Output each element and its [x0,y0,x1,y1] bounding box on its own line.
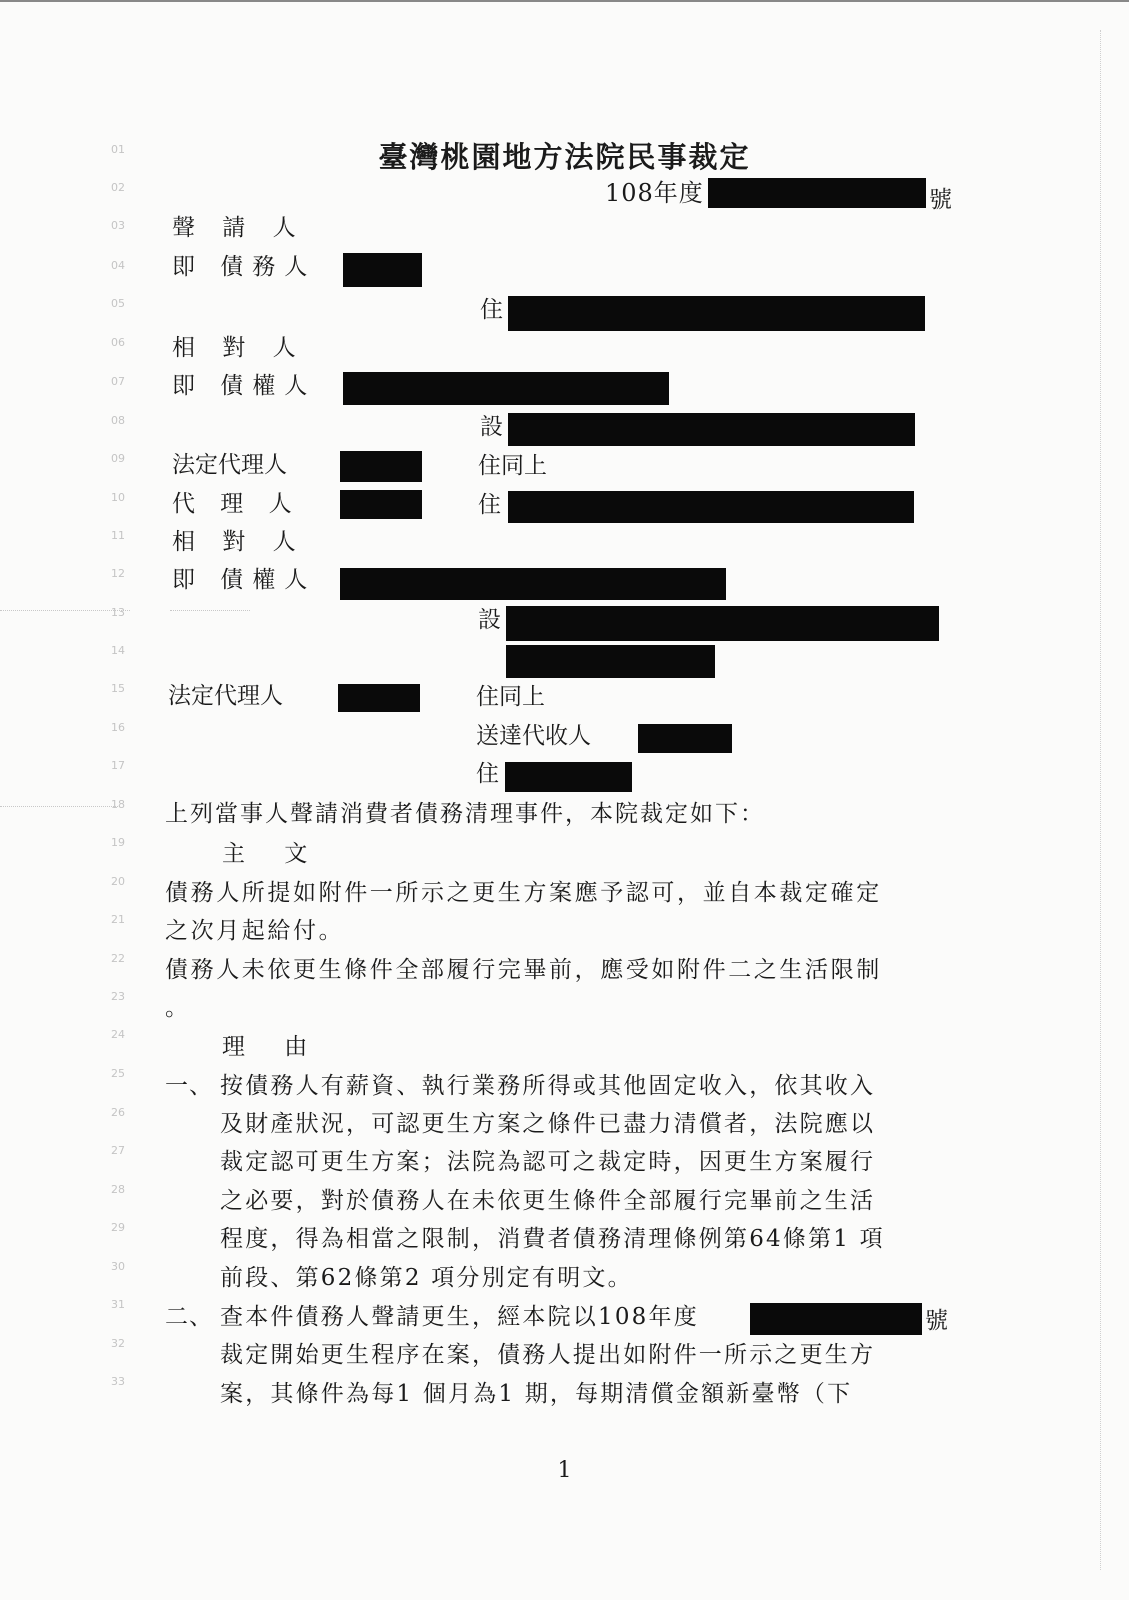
line-number: 05 [111,297,125,310]
line-number: 23 [111,990,125,1003]
residence-label-3: 住 [476,761,499,787]
redaction-address-2 [508,491,914,523]
redaction-address-3 [505,762,632,792]
office-label-1: 設 [480,414,503,440]
petitioner-label-2: 即 債務人 [172,254,317,280]
redaction-office-1 [508,413,915,446]
counterparty1-label-2: 即 債權人 [172,373,317,399]
reason-1-line-2: 及財產狀況，可認更生方案之條件已盡力清償者，法院應以 [220,1111,876,1137]
redaction-agent-name [340,490,422,519]
line-number: 02 [111,181,125,194]
line-number: 11 [111,529,125,542]
line-number: 24 [111,1028,125,1041]
legal-rep-label-1: 法定代理人 [172,452,287,478]
redaction-address-1 [508,296,925,331]
case-suffix: 號 [929,187,953,213]
reason-2-marker: 二、 [165,1304,213,1330]
line-number: 33 [111,1375,125,1388]
same-address-2: 住同上 [476,684,545,710]
main-line-2b: 。 [165,995,189,1021]
line-number: 04 [111,259,125,272]
line-number: 26 [111,1106,125,1119]
reason-1-line-4: 之必要，對於債務人在未依更生條件全部履行完畢前之生活 [220,1188,876,1214]
scan-dots [170,610,250,611]
line-number: 28 [111,1183,125,1196]
reason-2-line-1a: 查本件債務人聲請更生，經本院以108年度 [220,1304,699,1330]
agent-label: 代 理 人 [172,491,301,517]
line-number: 19 [111,836,125,849]
line-number: 32 [111,1337,125,1350]
line-number: 15 [111,682,125,695]
residence-label-1: 住 [480,297,503,323]
petitioner-label-1: 聲 請 人 [172,215,306,241]
line-number: 16 [111,721,125,734]
redaction-case-number [708,178,926,208]
line-number: 01 [111,143,125,156]
redaction-legal-rep-1 [340,451,422,482]
line-number: 08 [111,414,125,427]
reason-1-line-5: 程度，得為相當之限制，消費者債務清理條例第64條第1 項 [220,1226,885,1252]
main-line-1a: 債務人所提如附件一所示之更生方案應予認可，並自本裁定確定 [165,880,882,906]
reason-2-line-3: 案，其條件為每1 個月為1 期，每期清償金額新臺幣（下 [220,1381,853,1407]
office-label-2: 設 [478,607,501,633]
redaction-office-2 [506,606,939,641]
redaction-service-agent [638,724,732,753]
line-number: 07 [111,375,125,388]
counterparty2-label-1: 相 對 人 [172,529,306,555]
main-heading: 主 文 [222,841,324,867]
redaction-case-number-2 [750,1303,922,1335]
scan-top-edge [0,0,1129,2]
line-number: 14 [111,644,125,657]
line-number: 03 [111,219,125,232]
reason-1-line-1: 按債務人有薪資、執行業務所得或其他固定收入，依其收入 [220,1073,876,1099]
line-number: 21 [111,913,125,926]
line-number: 29 [111,1221,125,1234]
main-line-2a: 債務人未依更生條件全部履行完畢前，應受如附件二之生活限制 [165,957,882,983]
line-number: 18 [111,798,125,811]
line-number: 25 [111,1067,125,1080]
redaction-legal-rep-2 [338,684,420,712]
reason-2-line-2: 裁定開始更生程序在案，債務人提出如附件一所示之更生方 [220,1342,876,1368]
reason-heading: 理 由 [222,1034,324,1060]
reason-1-marker: 一、 [165,1073,213,1099]
line-number: 31 [111,1298,125,1311]
scan-dots [0,806,120,807]
redaction-creditor1-name [343,372,669,405]
main-line-1b: 之次月起給付。 [165,918,345,944]
line-number: 20 [111,875,125,888]
line-number: 09 [111,452,125,465]
page-number: 1 [557,1458,572,1483]
line-number: 30 [111,1260,125,1273]
service-agent-label: 送達代收人 [476,723,591,749]
line-number: 27 [111,1144,125,1157]
redaction-petitioner-name [343,253,422,287]
counterparty1-label-1: 相 對 人 [172,335,306,361]
counterparty2-label-2: 即 債權人 [172,567,317,593]
legal-rep-label-2: 法定代理人 [168,683,283,709]
line-number: 06 [111,336,125,349]
reason-1-line-6: 前段、第62條第2 項分別定有明文。 [220,1265,633,1291]
line-number: 12 [111,567,125,580]
redaction-office-2-cont [506,645,715,678]
same-address-1: 住同上 [478,453,547,479]
intro-line: 上列當事人聲請消費者債務清理事件，本院裁定如下： [165,801,765,827]
scan-right-margin-dots [1100,30,1105,1570]
line-number: 17 [111,759,125,772]
reason-2-line-1b: 號 [925,1308,949,1334]
document-title: 臺灣桃園地方法院民事裁定 [378,140,751,174]
line-number: 10 [111,491,125,504]
redaction-creditor2-name [340,568,726,600]
reason-1-line-3: 裁定認可更生方案；法院為認可之裁定時，因更生方案履行 [220,1149,876,1175]
residence-label-2: 住 [478,492,501,518]
line-number: 22 [111,952,125,965]
case-year: 108年度 [605,179,704,207]
line-number: 13 [111,606,125,619]
